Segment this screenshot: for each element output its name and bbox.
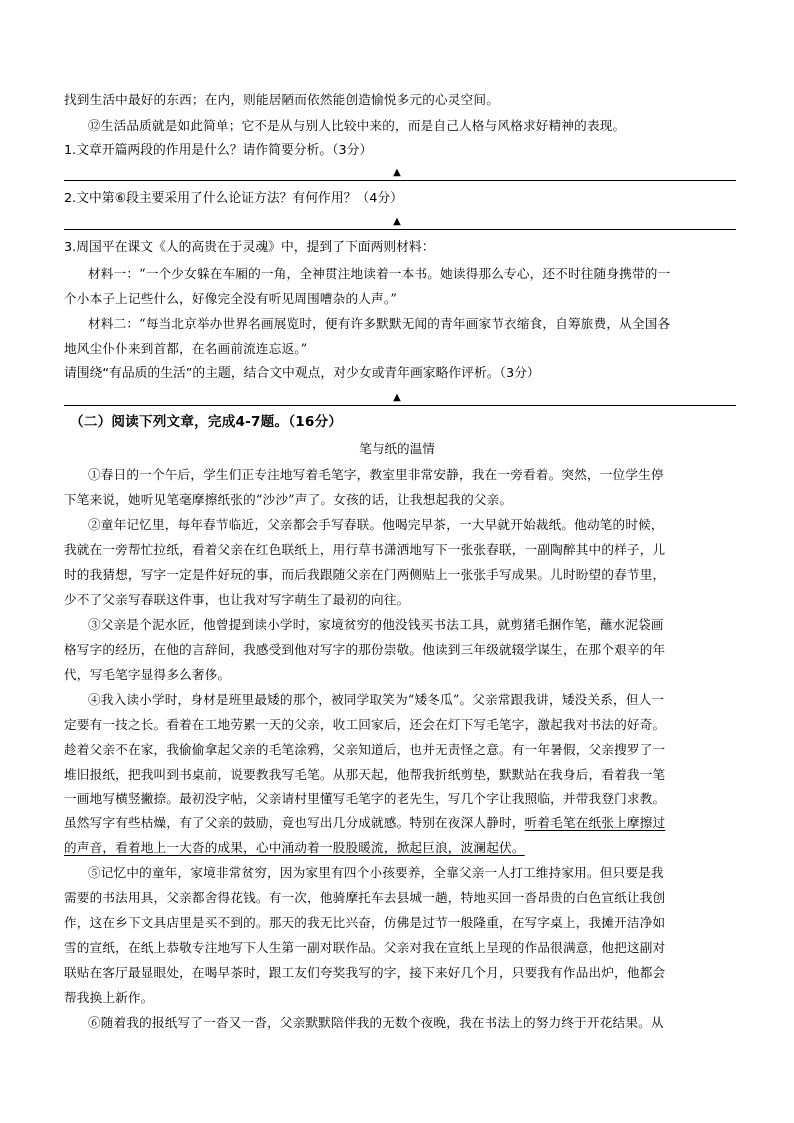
section-2-heading: （二）阅读下列文章，完成4-7题。（16分） <box>70 414 343 430</box>
article-line: 下笔来说，她听见笔毫摩擦纸张的“沙沙”声了。女孩的话，让我想起我的父亲。 <box>64 492 513 507</box>
article-line-15-text: 虽然写字有些枯燥，有了父亲的鼓励，竟也写出几分成就感。特别在夜深人静时， <box>64 815 525 830</box>
question-1: 1.文章开篇两段的作用是什么？请作简要分析。（3分） <box>64 143 373 158</box>
article-line: 雪的宣纸，在纸上恭敬专注地写下人生第一副对联作品。父亲对我在宣纸上呈现的作品很满意，他把这副对 <box>64 940 666 955</box>
article-line: 堆旧报纸，把我叫到书桌前，说要教我写毛笔。从那天起，他帮我折纸剪垫，默默站在我身后，看着我一笔 <box>64 767 666 782</box>
answer-line[interactable] <box>64 405 736 406</box>
underlined-sentence-part-1: 听着毛笔在纸张上摩擦过 <box>524 815 666 830</box>
article-line: 趁着父亲不在家，我偷偷拿起父亲的毛笔涂鸦，父亲知道后，也并无责怪之意。有一年暑假，父亲搜罗了一 <box>64 742 666 757</box>
article-line: 时的我猜想，写字一定是件好玩的事，而后我跟随父亲在门两侧贴上一张张手写成果。儿时盼望的春节里， <box>64 567 666 582</box>
article-line: 格写字的经历，在他的言辞间，我感受到他对写字的那份崇敬。他读到三年级就辍学谋生，在那个艰辛的年 <box>64 642 666 657</box>
answer-marker: ▲ <box>393 392 401 403</box>
article-line: 需要的书法用具，父亲都舍得花钱。有一次，他骑摩托车去县城一趟，特地买回一沓昂贵的白色宣纸让我创 <box>64 890 666 905</box>
material-2-line-2: 地风尘仆仆来到首都，在名画前流连忘返。” <box>64 341 308 356</box>
article-line: ⑥随着我的报纸写了一沓又一沓，父亲默默陪伴我的无数个夜晚，我在书法上的努力终于开花结果。从 <box>88 1015 664 1030</box>
question-2: 2.文中第⑥段主要采用了什么论证方法？有何作用？（4分） <box>64 191 403 206</box>
answer-marker: ▲ <box>393 216 401 227</box>
question-3: 3.周国平在课文《人的高贵在于灵魂》中，提到了下面两则材料： <box>64 240 435 255</box>
material-1-line-1: 材料一：“一个少女躲在车厢的一角，全神贯注地读着一本书。她读得那么专心，还不时往随身携带的一 <box>88 266 671 281</box>
article-line: 我就在一旁帮忙拉纸，看着父亲在红色联纸上，用行草书潇洒地写下一张张春联，一副陶醉其中的样子，儿 <box>64 542 666 557</box>
article-line: 定要有一技之长。看着在工地劳累一天的父亲，收工回家后，还会在灯下写毛笔字，激起我对书法的好奇。 <box>64 717 666 732</box>
article-line: 作，这在乡下文具店里是买不到的。那天的我无比兴奋，仿佛是过节一般隆重，在写字桌上，我摊开洁净如 <box>64 915 666 930</box>
article-line: 一画地写横竖撇捺。最初没字帖，父亲请村里懂写毛笔字的老先生，写几个字让我照临，并带我登门求教。 <box>64 791 666 806</box>
article-line: ①春日的一个午后，学生们正专注地写着毛笔字，教室里非常安静，我在一旁看着。突然，一位学生停 <box>88 467 664 482</box>
article-line: ⑤记忆中的童年，家境非常贫穷，因为家里有四个小孩要养，全靠父亲一人打工维持家用。但只要是我 <box>88 865 664 880</box>
article-line: ②童年记忆里，每年春节临近，父亲都会手写春联。他喝完早茶，一大早就开始裁纸。他动笔的时候， <box>88 517 664 532</box>
answer-marker: ▲ <box>393 167 401 178</box>
material-2-line-1: 材料二：“每当北京举办世界名画展览时，便有许多默默无闻的青年画家节衣缩食，自筹旅费，从全国各 <box>88 316 671 331</box>
answer-line[interactable] <box>64 180 736 181</box>
article-paragraph-11-tail: 找到生活中最好的东西；在内，则能居陋而依然能创造愉悦多元的心灵空间。 <box>64 92 499 107</box>
article-line-16 <box>64 840 736 856</box>
article-paragraph-12: ⑫生活品质就是如此简单；它不是从与别人比较中来的，而是自己人格与风格求好精神的表现。 <box>88 118 626 133</box>
article-line: 代，写毛笔字显得多么奢侈。 <box>64 667 231 682</box>
article-line-15 <box>64 815 736 831</box>
article-line: 少不了父亲写春联这件事，也让我对写字萌生了最初的向往。 <box>64 592 410 607</box>
article-line: 联贴在客厅最显眼处，在喝早茶时，跟工友们夸奖我写的字，接下来好几个月，只要我有作品出炉，他都会 <box>64 965 666 980</box>
question-3-task: 请围绕“有品质的生活”的主题，结合文中观点，对少女或青年画家略作评析。（3分） <box>64 366 540 381</box>
underlined-sentence-part-2: 的声音，看着地上一大沓的成果，心中涌动着一股股暖流，掀起巨浪，波澜起伏。 <box>64 840 525 855</box>
article-line: 帮我换上新作。 <box>64 990 154 1005</box>
article-title: 笔与纸的温情 <box>359 441 435 456</box>
article-line: ④我入读小学时，身材是班里最矮的那个，被同学取笑为“矮冬瓜”。父亲常跟我讲，矮没关系，但人一 <box>88 692 665 707</box>
material-1-line-2: 个小本子上记些什么，好像完全没有听见周围嘈杂的人声。” <box>64 291 397 306</box>
answer-line[interactable] <box>64 229 736 230</box>
article-line: ③父亲是个泥水匠，他曾提到读小学时，家境贫穷的他没钱买书法工具，就剪猪毛捆作笔，蘸水泥袋画 <box>88 617 664 632</box>
